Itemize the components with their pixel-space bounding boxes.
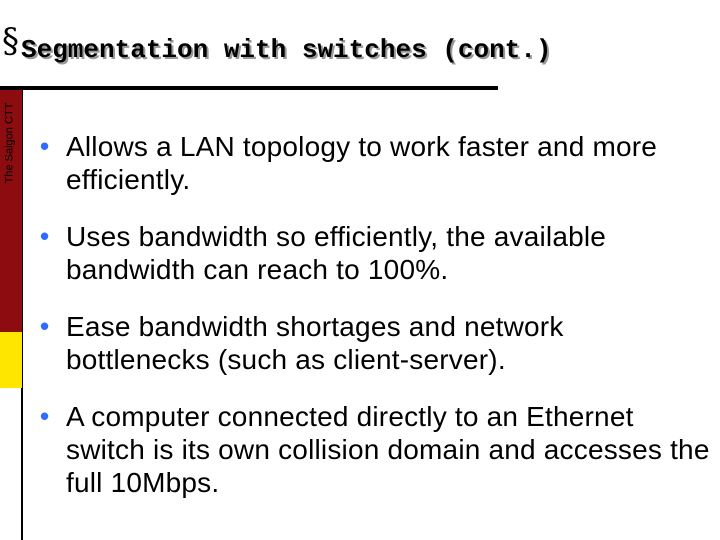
bullet-dot-icon: • [40,131,50,161]
bullet-item [40,220,710,286]
side-label-text: The Saigon CTT [3,102,16,184]
bullet-item [40,310,710,376]
bullet-text: A computer connected directly to an Ethernet switch is its own collision domain and accesses the full 10Mbps. [66,401,710,498]
bullet-list [40,126,710,499]
side-bar-white [0,388,22,540]
bullet-dot-icon: • [40,311,50,341]
bullet-item [40,130,710,196]
side-divider-line [22,88,23,540]
bullet-text: Ease bandwidth shortages and network bottlenecks (such as client-server). [66,311,564,375]
bullet-text: Allows a LAN topology to work faster and more efficiently. [66,131,658,195]
bullet-dot-icon: • [40,221,50,251]
slide-title: Segmentation with switches (cont.) [21,35,552,65]
bullet-dot-icon: • [40,401,50,431]
title-underline [0,86,498,90]
side-label [2,88,16,198]
side-bar-yellow [0,332,22,388]
bullet-text: Uses bandwidth so efficiently, the available bandwidth can reach to 100%. [66,221,607,285]
section-mark-icon: § [2,21,19,61]
title-area [2,21,552,72]
bullet-item [40,400,710,499]
